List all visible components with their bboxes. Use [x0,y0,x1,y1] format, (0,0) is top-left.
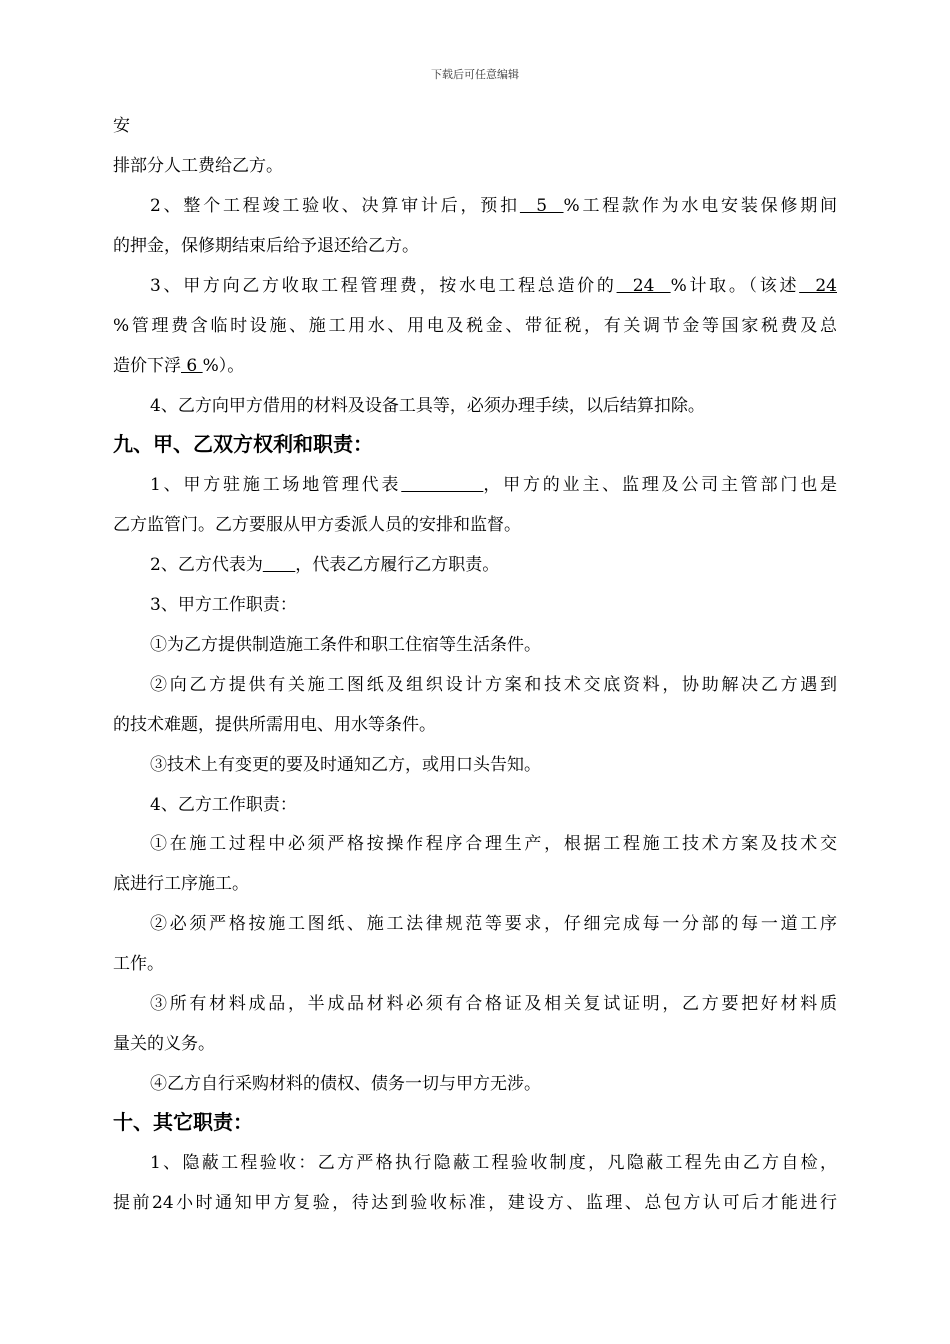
text-line: 乙方监管门。乙方要服从甲方委派人员的安排和监督。 [113,515,521,535]
text-line: ②向乙方提供有关施工图纸及组织设计方案和技术交底资料，协助解决乙方遇到 [150,675,837,695]
text-line [113,354,837,378]
text-line [150,473,837,497]
text-line: 1、隐蔽工程验收：乙方严格执行隐蔽工程验收制度，凡隐蔽工程先由乙方自检， [150,1153,837,1173]
underlined-blank: 6 [181,356,203,376]
section-heading: 十、其它职责： [113,1110,253,1134]
text-segment: %工程款作为水电安装保修期间 [563,196,837,216]
underlined-blank: 24 [799,276,837,296]
underlined-blank: 5 [519,196,564,216]
text-line: ①在施工过程中必须严格按操作程序合理生产，根据工程施工技术方案及技术交 [150,834,837,854]
text-line: ③所有材料成品，半成品材料必须有合格证及相关复试证明，乙方要把好材料质 [150,994,837,1014]
text-line: 3、甲方工作职责： [150,595,297,615]
section-heading: 九、甲、乙双方权利和职责： [113,432,373,456]
text-line: 的技术难题，提供所需用电、用水等条件。 [113,715,436,735]
text-segment: %计取。（该述 [670,276,800,296]
text-line: 排部分人工费给乙方。 [113,156,283,176]
text-line: 安 [113,116,130,136]
text-segment: 造价下浮 [113,356,181,376]
underlined-blank: 24 [616,276,671,296]
text-segment: 1、甲方驻施工场地管理代表 [150,475,402,495]
text-line: 提前24小时通知甲方复验，待达到验收标准，建设方、监理、总包方认可后才能进行 [113,1193,837,1213]
text-segment: ，甲方的业主、监理及公司主管部门也是 [483,475,837,495]
text-line: 4、乙方工作职责： [150,795,297,815]
text-line: ②必须严格按施工图纸、施工法律规范等要求，仔细完成每一分部的每一道工序 [150,914,837,934]
text-segment: 2、乙方代表为 [150,555,263,575]
text-segment: %）。 [202,356,245,376]
page-header: 下载后可任意编辑 [431,68,519,81]
text-line [150,194,837,218]
text-segment: 2、整个工程竣工验收、决算审计后，预扣 [150,196,520,216]
text-segment: 3、甲方向乙方收取工程管理费，按水电工程总造价的 [150,276,617,296]
underlined-blank [401,475,483,495]
text-line: ③技术上有变更的要及时通知乙方，或用口头告知。 [150,755,541,775]
text-line: 工作。 [113,954,164,974]
text-line: 的押金，保修期结束后给予退还给乙方。 [113,236,419,256]
text-line: 量关的义务。 [113,1034,215,1054]
underlined-blank [263,555,295,575]
text-line [150,274,837,298]
text-line: 底进行工序施工。 [113,874,249,894]
text-line [150,553,837,577]
text-line: 4、乙方向甲方借用的材料及设备工具等，必须办理手续，以后结算扣除。 [150,396,705,416]
text-line: %管理费含临时设施、施工用水、用电及税金、带征税，有关调节金等国家税费及总 [113,316,837,336]
text-line: ④乙方自行采购材料的债权、债务一切与甲方无涉。 [150,1074,541,1094]
text-line: ①为乙方提供制造施工条件和职工住宿等生活条件。 [150,635,541,655]
text-segment: ，代表乙方履行乙方职责。 [295,555,500,575]
